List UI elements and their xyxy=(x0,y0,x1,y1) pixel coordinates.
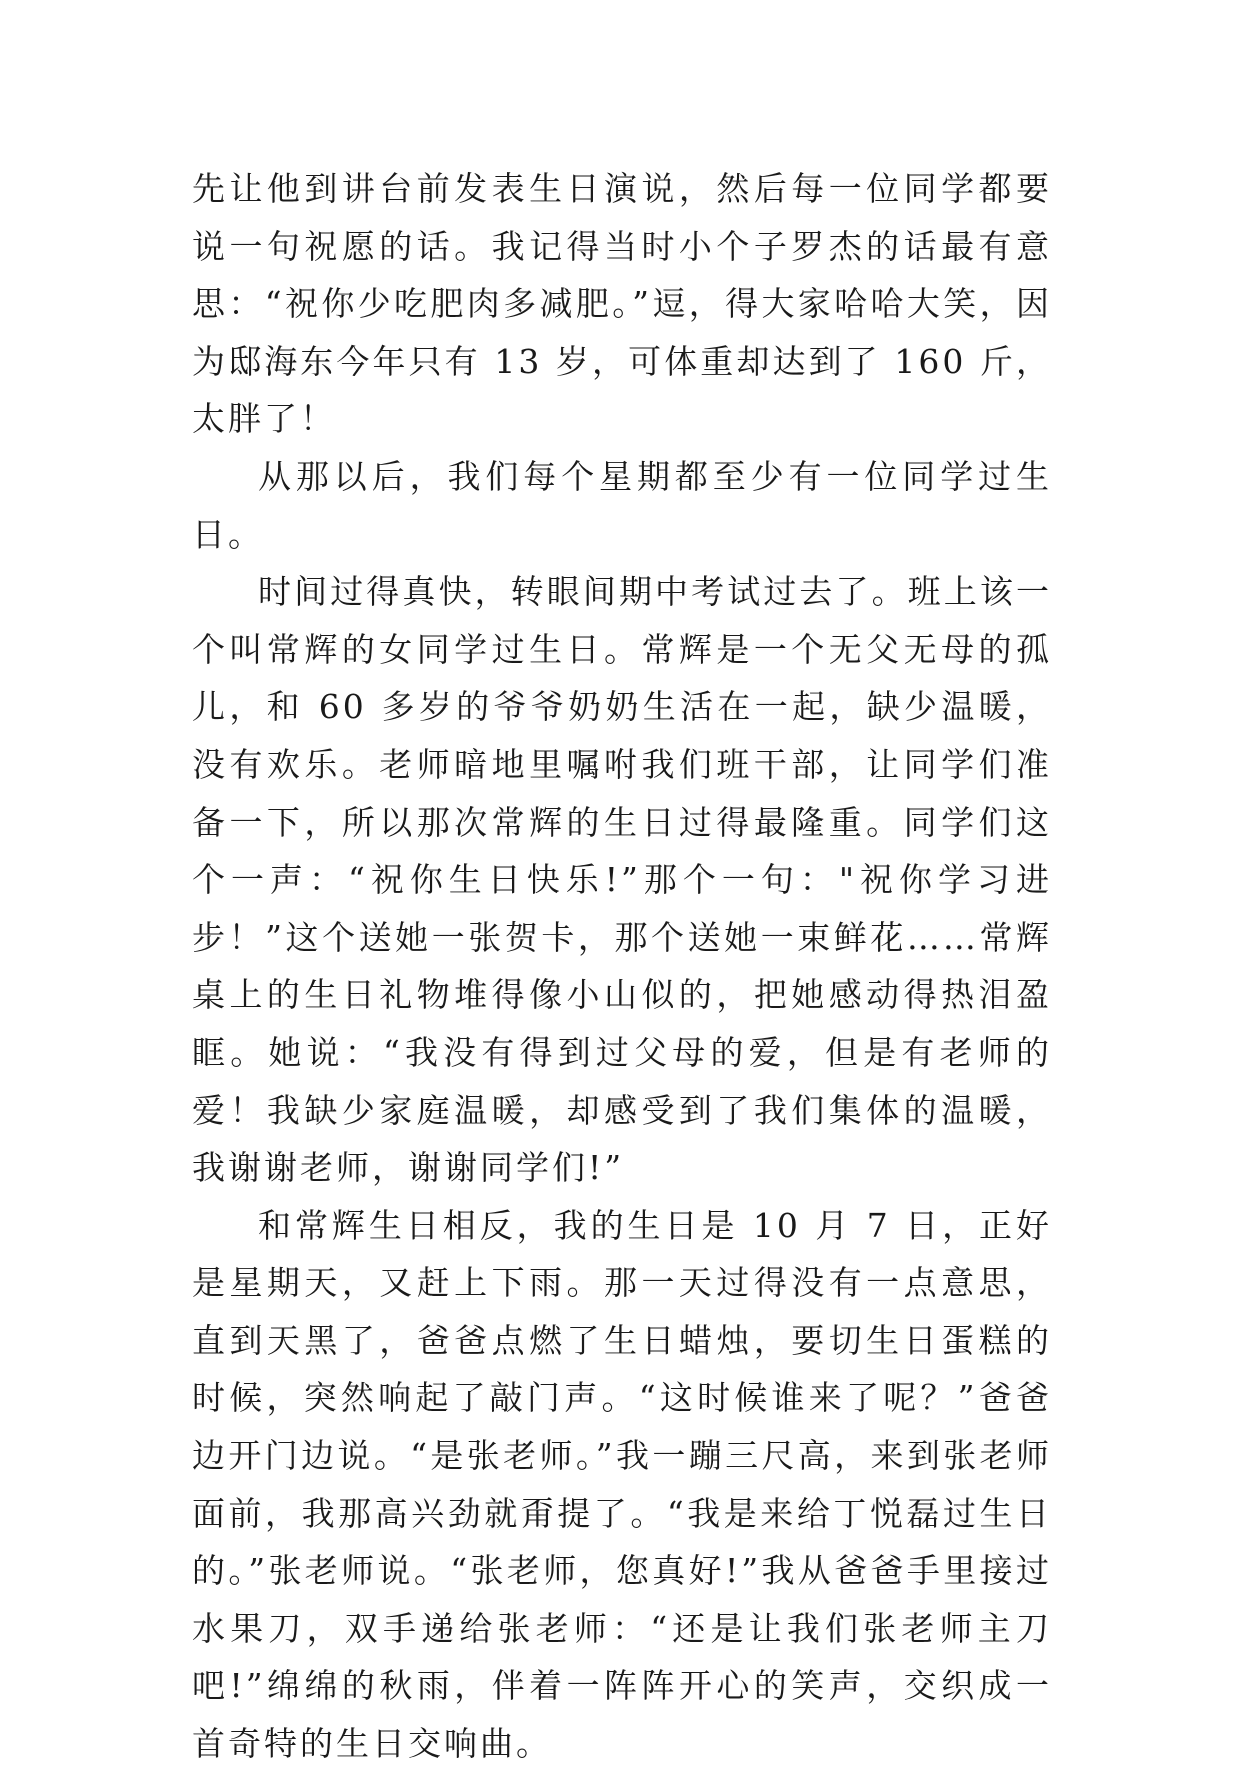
paragraph-4: 和常辉生日相反，我的生日是 10 月 7 日，正好是星期天，又赶上下雨。那一天过得没有一点意思，直到天黑了，爸爸点燃了生日蜡烛，要切生日蛋糕的时候，突然响起了敲门声。“这时候谁来了呢？”爸爸边开门边说。“是张老师。”我一蹦三尺高，来到张老师面前，我那高兴劲就甭提了。“我是来给丁悦磊过生日的。”张老师说。“张老师，您真好!”我从爸爸手里接过水果刀，双手递给张老师：“还是让我们张老师主刀吧!”绵绵的秋雨，伴着一阵阵开心的笑声，交织成一首奇特的生日交响曲。 xyxy=(192,1205,1052,1764)
paragraph-3: 时间过得真快，转眼间期中考试过去了。班上该一个叫常辉的女同学过生日。常辉是一个无父无母的孤儿，和 60 多岁的爷爷奶奶生活在一起，缺少温暖，没有欢乐。老师暗地里嘱咐我们班干部，让同学们准备一下，所以那次常辉的生日过得最隆重。同学们这个一声：“祝你生日快乐!”那个一句："祝你学习进步！”这个送她一张贺卡，那个送她一束鲜花……常辉桌上的生日礼物堆得像小山似的，把她感动得热泪盈眶。她说：“我没有得到过父母的爱，但是有老师的爱！我缺少家庭温暖，却感受到了我们集体的温暖，我谢谢老师，谢谢同学们!” xyxy=(192,572,1052,1188)
document-body xyxy=(192,160,1052,1773)
paragraph-2: 从那以后，我们每个星期都至少有一位同学过生日。 xyxy=(192,456,1052,554)
paragraph-1: 先让他到讲台前发表生日演说，然后每一位同学都要说一句祝愿的话。我记得当时小个子罗杰的话最有意思：“祝你少吃肥肉多减肥。”逗，得大家哈哈大笑，因为邸海东今年只有 13 岁，可体重却达到了 160 斤，太胖了！ xyxy=(192,169,1052,439)
